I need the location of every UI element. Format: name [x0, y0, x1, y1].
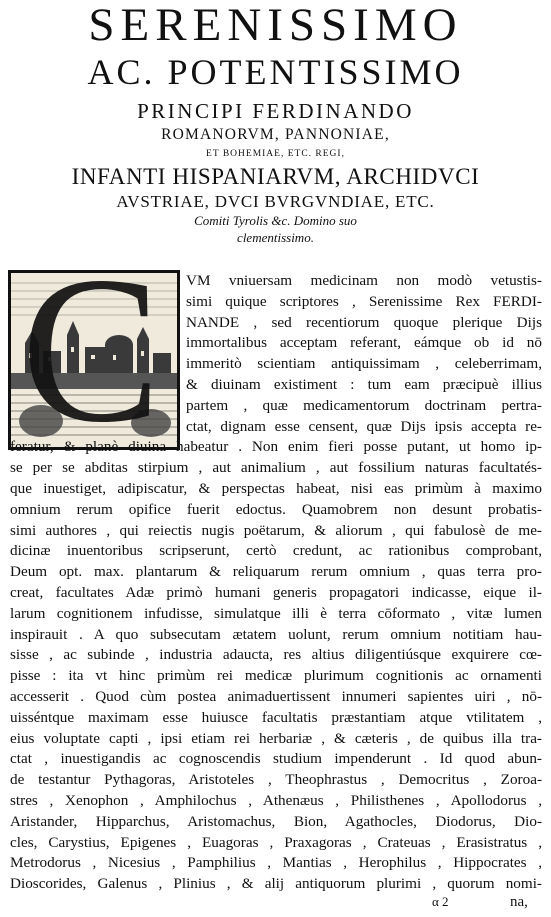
body-line: simi quique scriptores , Serenissime Rex FERDI-: [186, 292, 542, 310]
catchword: na,: [510, 894, 528, 910]
body-line: Dioscorides, Galenus , Plinius , & alij antiquorum plurimi , quorum nomi-: [10, 875, 542, 893]
body-line: de testantur Pythagoras, Aristoteles , Theophrastus , Democritus , Zoroa-: [10, 771, 542, 789]
body-line: NANDE , sed recentiorum quoque plerique Dijs: [186, 313, 542, 331]
body-line: VM vniuersam medicinam non modò vetustis-: [186, 272, 542, 289]
body-line: Aristander, Hipparchus, Aristomachus, Bion, Agathocles, Diodorus, Dio-: [10, 812, 542, 830]
body-line: dicinæ inuentoribus scripserunt, certò credunt, ac rationibus comprobant,: [10, 542, 542, 560]
body-line: que inuestiget, adipiscatur, & perspectas habeat, nisi eas primùm à maximo: [10, 480, 542, 497]
body-line: immeritò scientiam antiquissimam , celeberrimam,: [186, 355, 542, 373]
body-line: creat, facultates Adæ primò humani generis propagatori indicasse, eique il-: [10, 584, 542, 601]
body-line: eius voluptate capti , ipsi etiam rei herbariæ , & cæteris , de quibus illa tra-: [10, 729, 542, 747]
signature-mark: α 2: [432, 894, 449, 909]
body-line: Deum opt. max. plantarum & reliquarum rerum omnium , quas terra pro-: [10, 563, 542, 581]
body-line: uisséntque maximam esse huiusce facultatis præstantiam atque vtilitatem ,: [10, 708, 542, 726]
dedication-line-7: AVSTRIAE, DVCI BVRGVNDIAE, ETC.: [116, 192, 435, 211]
body-line: cles, Carystius, Epigenes , Euagoras , Praxagoras , Crateuas , Erasistratus ,: [10, 833, 542, 851]
body-line: simi authores , qui reiectis nugis poëtarum, & aliorum , qui fabulosè de me-: [10, 521, 542, 539]
body-line: immortalibus acceptam referant, eámque ob id nō: [186, 334, 542, 352]
body-line: ctat , inuestigandis ac cognoscendis studium impenderunt . Id quod abun-: [10, 750, 542, 768]
body-line: feratur, & planè diuina habeatur . Non enim fieri posse putant, ut homo ip-: [10, 438, 542, 456]
body-line: ctat, dignam esse censent, quæ Dijs ipsis accepta re-: [186, 417, 542, 435]
dedication-line-8: Comiti Tyrolis &c. Domino suo: [194, 213, 357, 228]
dedication-line-4: ROMANORVM, PANNONIAE,: [161, 126, 390, 143]
dedication-line-1: SERENISSIMO: [88, 0, 463, 51]
body-line: partem , quæ medicamentorum doctrinam pertra-: [186, 396, 542, 414]
dedication-line-5: ET BOHEMIAE, ETC. REGI,: [206, 149, 345, 159]
body-line: inspirauit . A quo subsecutam ætatem uolunt, rerum omnium notitiam hau-: [10, 625, 542, 643]
dedication-line-2: AC. POTENTISSIMO: [87, 52, 464, 92]
body-line: pisse : ita vt hinc primùm rei medicæ plurimum cognitionis ac ornamenti: [10, 667, 542, 685]
body-line: Metrodorus , Nicesius , Pamphilius , Mantias , Herophilus , Hippocrates ,: [10, 854, 542, 872]
initial-letter: C: [21, 270, 162, 450]
body-line: se per se abditas stirpium , aut animalium , aut fossilium naturas facultatés-: [10, 459, 542, 477]
body-line: sisse , ac subinde , industria adaucta, res altius diligentiúsque exquirere cœ-: [10, 646, 542, 664]
body-line: & diuinam existiment : tum eam præcipuè illius: [186, 376, 542, 393]
body-line: accesserit . Quod cùm postea animaduertissent innumeri sapientes uiri , nō-: [10, 688, 542, 705]
body-line: omnium rerum opifice fuerit edoctus. Quamobrem non desunt probatis-: [10, 500, 542, 518]
dedication-line-3: PRINCIPI FERDINANDO: [137, 99, 414, 123]
decorated-initial: [8, 270, 180, 450]
dedication-line-6: INFANTI HISPANIARVM, ARCHIDVCI: [71, 164, 480, 189]
dedication-line-9: clementissimo.: [237, 230, 314, 245]
body-line: stres , Xenophon , Amphilochus , Athenæus , Philisthenes , Apollodorus ,: [10, 792, 542, 809]
body-line: larum cognitionem infudisse, simulatque illi è terra cōformato , vitæ lumen: [10, 604, 542, 622]
